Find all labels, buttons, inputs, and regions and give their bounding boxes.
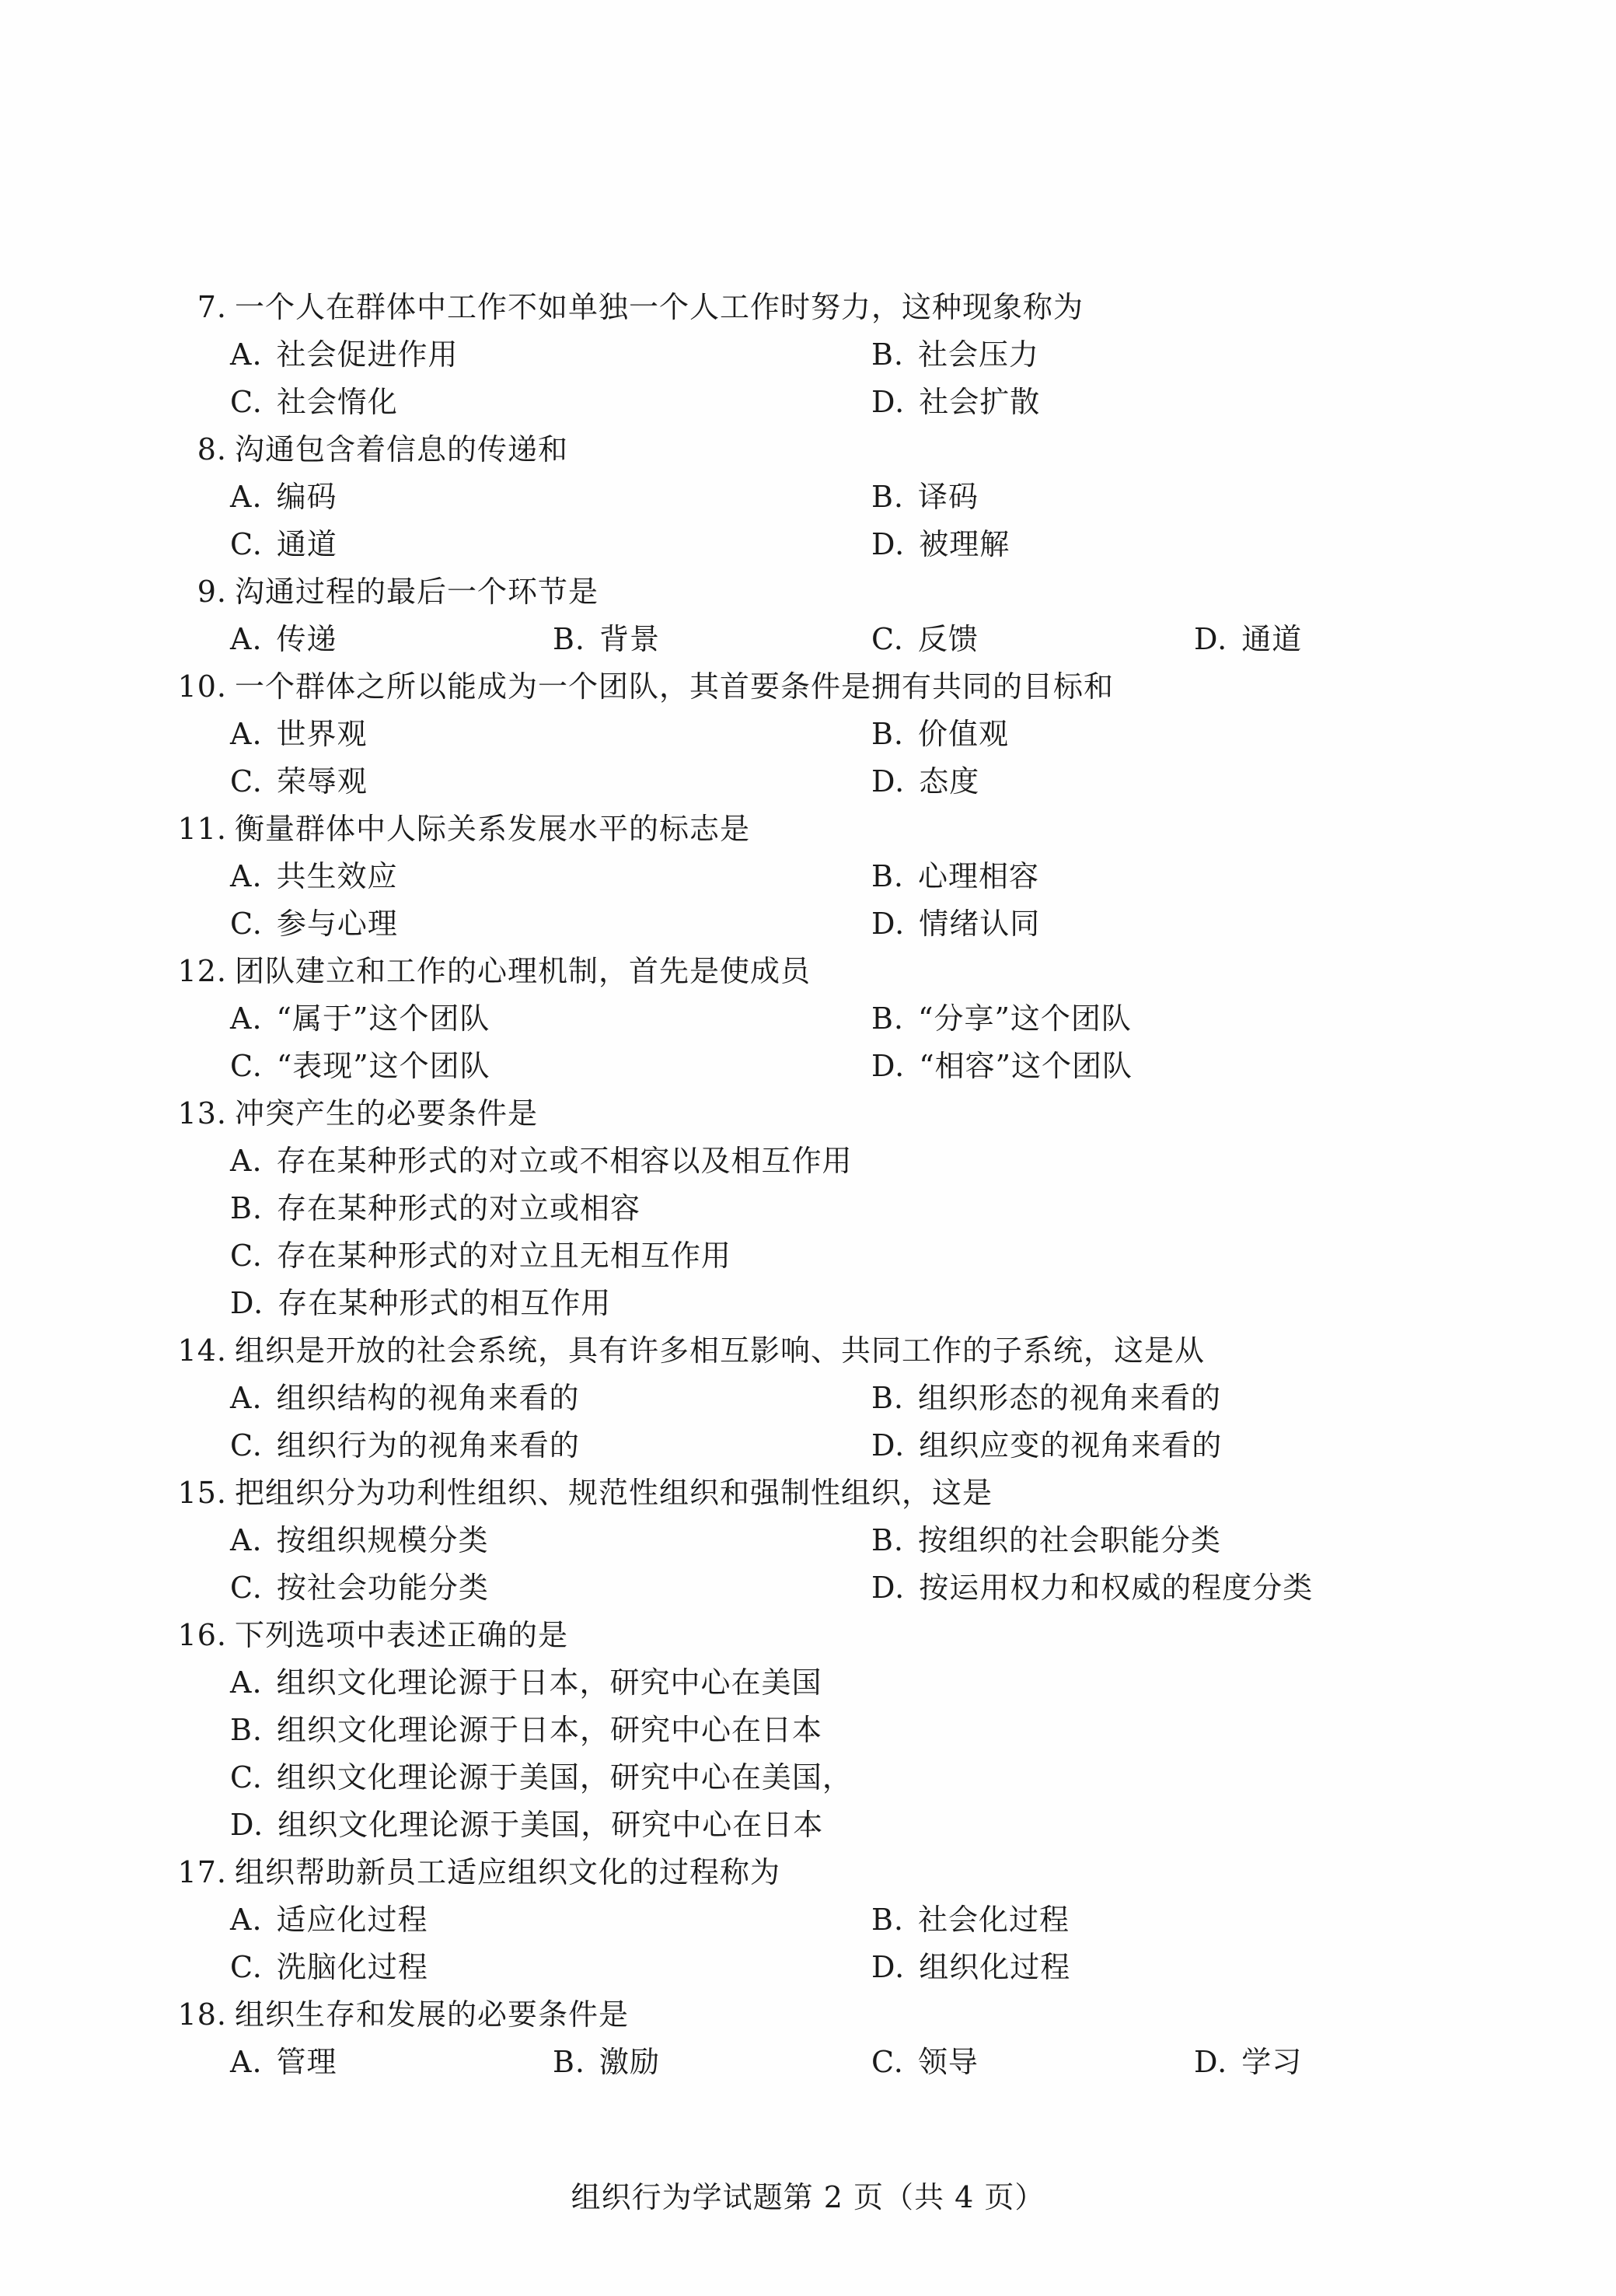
- question-text: 沟通过程的最后一个环节是: [235, 575, 599, 609]
- answer-option: [871, 2039, 979, 2086]
- option-letter: B.: [871, 717, 905, 751]
- option-letter: B.: [871, 1903, 905, 1937]
- option-text: 按组织规模分类: [276, 1523, 489, 1557]
- option-text: 参与心理: [276, 907, 398, 941]
- question-number: 15.: [177, 1476, 227, 1510]
- question: [171, 806, 1415, 948]
- answer-option: [230, 1659, 822, 1707]
- question-text: 一个群体之所以能成为一个团队，其首要条件是拥有共同的目标和: [235, 669, 1115, 704]
- option-text: 激励: [599, 2045, 661, 2079]
- answer-option: [230, 379, 398, 426]
- option-row: [230, 1138, 1415, 1185]
- question-number: 16.: [177, 1618, 227, 1652]
- option-letter: A.: [230, 1665, 263, 1700]
- question-stem: [171, 1612, 1415, 1659]
- question-stem: [171, 948, 1415, 995]
- option-letter: B.: [871, 1381, 905, 1415]
- option-text: 组织结构的视角来看的: [276, 1381, 580, 1415]
- option-text: 共生效应: [276, 859, 398, 893]
- option-text: 组织应变的视角来看的: [919, 1428, 1223, 1463]
- question-number: 14.: [177, 1333, 227, 1368]
- option-text: 领导: [917, 2045, 979, 2079]
- option-row: [230, 1944, 1415, 1991]
- question-text: 团队建立和工作的心理机制，首先是使成员: [235, 954, 811, 988]
- answer-option: [230, 2039, 337, 2086]
- answer-option: [871, 1422, 1222, 1470]
- option-letter: C.: [230, 1049, 263, 1083]
- option-text: 组织文化理论源于美国，研究中心在日本: [277, 1808, 824, 1842]
- option-letter: D.: [871, 907, 906, 941]
- option-letter: A.: [230, 1144, 263, 1178]
- option-group: [171, 616, 1415, 663]
- question-number: 13.: [177, 1096, 227, 1131]
- option-text: 心理相容: [918, 859, 1040, 893]
- question-text: 沟通包含着信息的传递和: [235, 432, 569, 467]
- option-letter: D.: [871, 1428, 906, 1463]
- question-text: 冲突产生的必要条件是: [235, 1096, 539, 1131]
- question: [171, 1327, 1415, 1470]
- option-text: 传递: [276, 622, 337, 656]
- option-letter: C.: [230, 1760, 263, 1795]
- option-row: [230, 1896, 1415, 1944]
- answer-option: [871, 758, 979, 806]
- option-letter: A.: [230, 1523, 263, 1557]
- option-text: 组织形态的视角来看的: [918, 1381, 1222, 1415]
- question: [171, 1470, 1415, 1612]
- option-text: 组织文化理论源于日本，研究中心在日本: [277, 1713, 823, 1747]
- option-text: 存在某种形式的对立且无相互作用: [276, 1239, 731, 1273]
- option-letter: B.: [230, 1191, 264, 1225]
- answer-option: [553, 2039, 660, 2086]
- option-text: “表现”这个团队: [276, 1049, 490, 1083]
- question-stem: [171, 568, 1415, 616]
- option-row: [230, 1659, 1415, 1707]
- option-row: [230, 1754, 1415, 1802]
- question-stem: [171, 806, 1415, 853]
- option-text: 社会促进作用: [276, 337, 459, 372]
- option-letter: C.: [230, 1239, 263, 1273]
- question: [171, 568, 1415, 663]
- option-text: 社会压力: [918, 337, 1040, 372]
- option-letter: A.: [230, 2045, 263, 2079]
- answer-option: [553, 616, 660, 663]
- page-footer: 组织行为学试题第 2 页（共 4 页）: [571, 2180, 1045, 2214]
- option-row: [230, 331, 1415, 379]
- option-text: 存在某种形式的相互作用: [277, 1286, 612, 1320]
- option-letter: C.: [230, 764, 263, 799]
- answer-option: [230, 1185, 640, 1232]
- option-letter: C.: [230, 385, 263, 419]
- option-letter: C.: [871, 622, 904, 656]
- question-number: 8.: [197, 432, 227, 467]
- question-number: 18.: [177, 1997, 227, 2032]
- option-row: [230, 1517, 1415, 1564]
- question-stem: [171, 284, 1415, 331]
- option-row: [230, 1802, 1415, 1849]
- question-number: 17.: [177, 1855, 227, 1889]
- answer-option: [230, 1517, 489, 1564]
- option-text: 洗脑化过程: [276, 1950, 428, 1984]
- answer-option: [871, 1043, 1133, 1090]
- answer-option: [230, 1043, 490, 1090]
- option-letter: D.: [1194, 622, 1228, 656]
- option-row: [230, 1232, 1415, 1280]
- option-letter: D.: [871, 764, 906, 799]
- option-letter: B.: [871, 1523, 905, 1557]
- option-text: 组织行为的视角来看的: [276, 1428, 580, 1463]
- option-group: [171, 711, 1415, 806]
- answer-option: [230, 995, 490, 1043]
- option-letter: A.: [230, 859, 263, 893]
- option-text: 世界观: [276, 717, 368, 751]
- answer-option: [230, 1232, 731, 1280]
- option-text: 管理: [276, 2045, 337, 2079]
- question-stem: [171, 663, 1415, 711]
- answer-option: [871, 474, 979, 521]
- option-text: 学习: [1241, 2045, 1303, 2079]
- question: [171, 663, 1415, 806]
- question-text: 下列选项中表述正确的是: [235, 1618, 569, 1652]
- question-list: [171, 284, 1415, 2086]
- question-number: 10.: [177, 669, 227, 704]
- answer-option: [230, 1564, 489, 1612]
- option-text: 背景: [599, 622, 661, 656]
- option-letter: A.: [230, 1001, 263, 1036]
- option-letter: C.: [230, 907, 263, 941]
- question-text: 把组织分为功利性组织、规范性组织和强制性组织，这是: [235, 1476, 993, 1510]
- option-letter: D.: [871, 385, 906, 419]
- answer-option: [871, 331, 1039, 379]
- option-letter: C.: [230, 1428, 263, 1463]
- option-group: [171, 2039, 1415, 2086]
- option-row: [230, 853, 1415, 900]
- option-letter: A.: [230, 1381, 263, 1415]
- option-row: [230, 1185, 1415, 1232]
- answer-option: [230, 1896, 428, 1944]
- option-text: “分享”这个团队: [918, 1001, 1132, 1036]
- option-row: [230, 758, 1415, 806]
- option-text: 情绪认同: [919, 907, 1041, 941]
- option-letter: C.: [230, 527, 263, 561]
- option-text: 适应化过程: [276, 1903, 428, 1937]
- answer-option: [871, 1896, 1070, 1944]
- option-text: 存在某种形式的对立或不相容以及相互作用: [276, 1144, 853, 1178]
- answer-option: [871, 900, 1040, 948]
- answer-option: [230, 758, 368, 806]
- answer-option: [230, 1707, 822, 1754]
- question-stem: [171, 1849, 1415, 1896]
- question: [171, 1090, 1415, 1327]
- option-text: “属于”这个团队: [276, 1001, 490, 1036]
- option-group: [171, 474, 1415, 568]
- question-stem: [171, 1090, 1415, 1138]
- option-text: 按运用权力和权威的程度分类: [919, 1571, 1314, 1605]
- option-text: 通道: [276, 527, 337, 561]
- option-row: [230, 711, 1415, 758]
- option-text: 组织化过程: [919, 1950, 1071, 1984]
- question-stem: [171, 426, 1415, 474]
- answer-option: [230, 711, 368, 758]
- option-row: [230, 1422, 1415, 1470]
- option-text: 态度: [919, 764, 980, 799]
- option-letter: D.: [871, 527, 906, 561]
- option-group: [171, 995, 1415, 1090]
- option-group: [171, 853, 1415, 948]
- answer-option: [871, 711, 1009, 758]
- option-text: “相容”这个团队: [919, 1049, 1133, 1083]
- option-text: 通道: [1241, 622, 1303, 656]
- question-number: 12.: [177, 954, 227, 988]
- answer-option: [871, 853, 1039, 900]
- question-text: 衡量群体中人际关系发展水平的标志是: [235, 812, 751, 846]
- option-row: [230, 1564, 1415, 1612]
- option-letter: B.: [871, 1001, 905, 1036]
- option-letter: B.: [871, 480, 905, 514]
- option-letter: C.: [871, 2045, 904, 2079]
- answer-option: [871, 1944, 1070, 1991]
- option-letter: D.: [871, 1049, 906, 1083]
- question: [171, 1849, 1415, 1991]
- question: [171, 284, 1415, 426]
- answer-option: [230, 853, 398, 900]
- option-text: 反馈: [917, 622, 979, 656]
- option-letter: C.: [230, 1950, 263, 1984]
- answer-option: [871, 1517, 1221, 1564]
- question: [171, 1991, 1415, 2086]
- answer-option: [230, 1422, 580, 1470]
- answer-option: [871, 1564, 1313, 1612]
- answer-option: [1194, 616, 1302, 663]
- option-letter: B.: [553, 622, 586, 656]
- question: [171, 1612, 1415, 1849]
- option-letter: A.: [230, 622, 263, 656]
- answer-option: [871, 379, 1040, 426]
- option-group: [171, 1375, 1415, 1470]
- option-text: 价值观: [918, 717, 1010, 751]
- option-letter: D.: [230, 1286, 264, 1320]
- question: [171, 948, 1415, 1090]
- option-row: [230, 1043, 1415, 1090]
- option-letter: A.: [230, 1903, 263, 1937]
- answer-option: [230, 1138, 853, 1185]
- option-text: 译码: [918, 480, 979, 514]
- option-group: [171, 1517, 1415, 1612]
- option-text: 按社会功能分类: [276, 1571, 489, 1605]
- option-group: [171, 1896, 1415, 1991]
- option-letter: D.: [230, 1808, 264, 1842]
- option-letter: A.: [230, 337, 263, 372]
- answer-option: [230, 1802, 823, 1849]
- option-row: [230, 1707, 1415, 1754]
- question-stem: [171, 1470, 1415, 1517]
- question-stem: [171, 1327, 1415, 1375]
- question-text: 组织帮助新员工适应组织文化的过程称为: [235, 1855, 781, 1889]
- option-row: [230, 2039, 1415, 2086]
- answer-option: [871, 995, 1132, 1043]
- option-letter: D.: [871, 1571, 906, 1605]
- option-text: 荣辱观: [276, 764, 368, 799]
- answer-option: [230, 1375, 580, 1422]
- option-letter: B.: [553, 2045, 586, 2079]
- question-text: 组织是开放的社会系统，具有许多相互影响、共同工作的子系统，这是从: [235, 1333, 1206, 1368]
- question-number: 7.: [197, 290, 227, 324]
- answer-option: [230, 331, 459, 379]
- option-row: [230, 900, 1415, 948]
- option-letter: D.: [871, 1950, 906, 1984]
- option-row: [230, 521, 1415, 568]
- option-row: [230, 474, 1415, 521]
- question-number: 9.: [197, 575, 227, 609]
- answer-option: [871, 1375, 1221, 1422]
- option-row: [230, 616, 1415, 663]
- option-letter: B.: [230, 1713, 264, 1747]
- option-text: 存在某种形式的对立或相容: [277, 1191, 641, 1225]
- question-number: 11.: [177, 812, 227, 846]
- option-text: 编码: [276, 480, 337, 514]
- option-text: 组织文化理论源于美国，研究中心在美国，: [276, 1760, 853, 1795]
- option-group: [171, 1138, 1415, 1327]
- answer-option: [230, 1754, 853, 1802]
- question-text: 组织生存和发展的必要条件是: [235, 1997, 630, 2032]
- option-text: 社会惰化: [276, 385, 398, 419]
- option-group: [171, 1659, 1415, 1849]
- answer-option: [230, 1280, 611, 1327]
- answer-option: [230, 1944, 428, 1991]
- question-text: 一个人在群体中工作不如单独一个人工作时努力，这种现象称为: [235, 290, 1084, 324]
- answer-option: [230, 900, 398, 948]
- option-letter: A.: [230, 480, 263, 514]
- option-row: [230, 995, 1415, 1043]
- answer-option: [230, 474, 337, 521]
- option-text: 被理解: [919, 527, 1010, 561]
- answer-option: [871, 616, 979, 663]
- option-letter: C.: [230, 1571, 263, 1605]
- option-letter: D.: [1194, 2045, 1228, 2079]
- answer-option: [230, 616, 337, 663]
- option-text: 按组织的社会职能分类: [918, 1523, 1222, 1557]
- answer-option: [1194, 2039, 1302, 2086]
- answer-option: [871, 521, 1010, 568]
- option-row: [230, 379, 1415, 426]
- option-text: 社会扩散: [919, 385, 1041, 419]
- option-text: 组织文化理论源于日本，研究中心在美国: [276, 1665, 822, 1700]
- option-group: [171, 331, 1415, 426]
- option-letter: A.: [230, 717, 263, 751]
- question-stem: [171, 1991, 1415, 2039]
- answer-option: [230, 521, 337, 568]
- option-text: 社会化过程: [918, 1903, 1070, 1937]
- option-letter: B.: [871, 337, 905, 372]
- option-row: [230, 1375, 1415, 1422]
- question: [171, 426, 1415, 568]
- option-letter: B.: [871, 859, 905, 893]
- option-row: [230, 1280, 1415, 1327]
